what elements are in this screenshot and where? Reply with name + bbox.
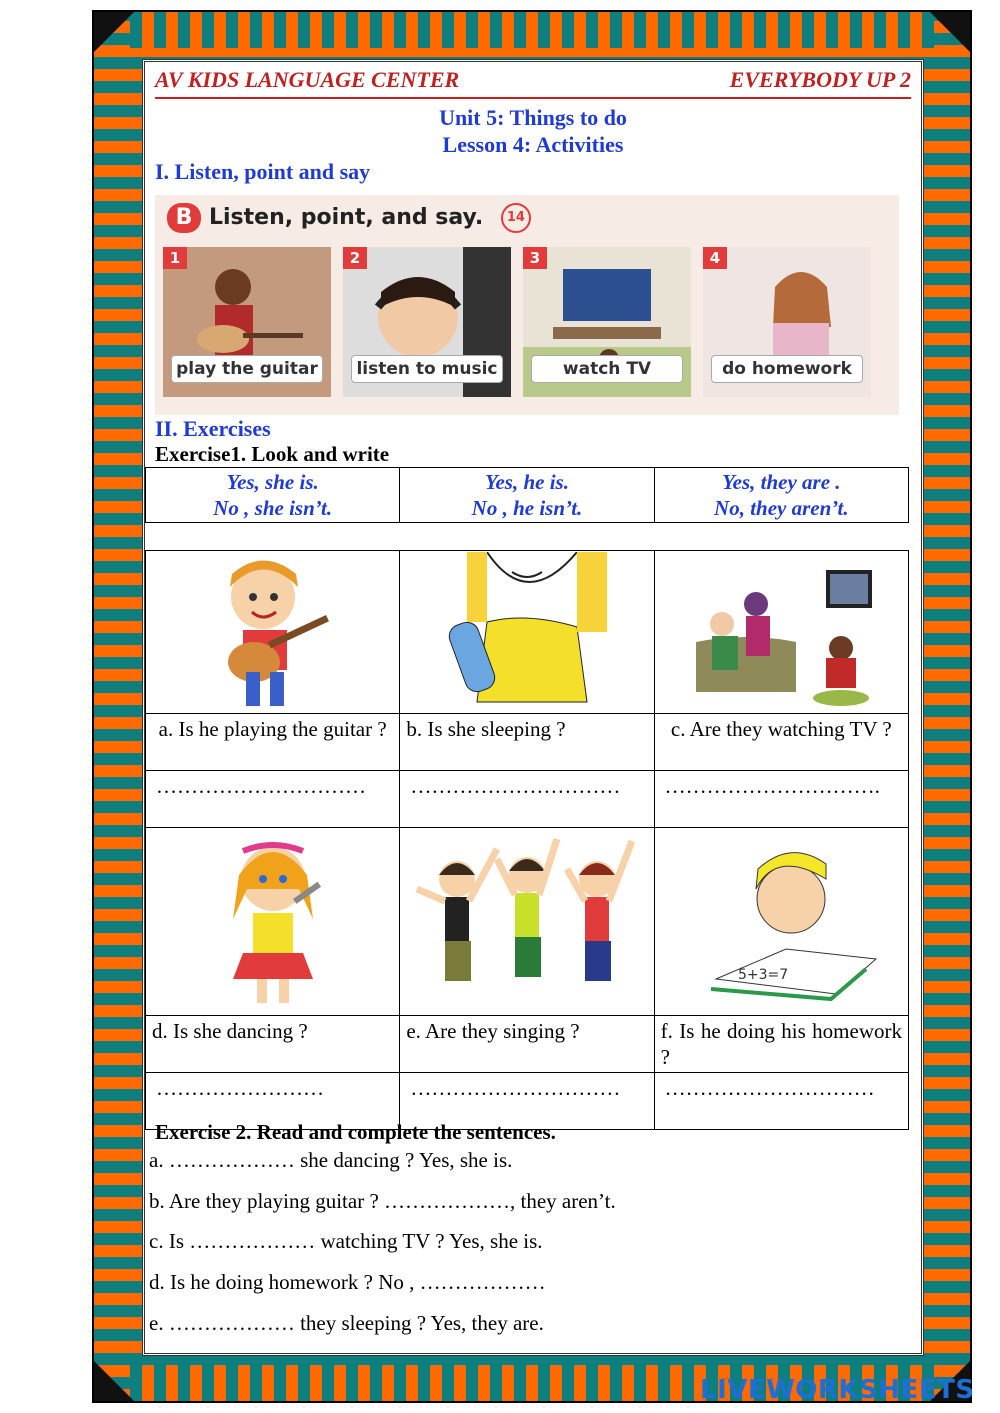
banner-heading [167,203,531,233]
exercise2-line-a[interactable]: a. ……………… she dancing ? Yes, she is. [149,1148,513,1172]
audio-icon[interactable] [501,203,531,233]
question-b: b. Is she sleeping ? [400,714,654,771]
picture-kids-dancing [400,828,654,1016]
panel-guitar [163,247,331,397]
panel-num: 1 [163,247,187,269]
answer-bank [145,467,909,523]
kids-dancing-illustration [407,829,647,1014]
listen-banner [155,195,899,415]
section2-heading: II. Exercises [155,416,271,441]
panel-homework [703,247,871,397]
answer-cell [654,468,908,523]
frame-top [94,12,970,48]
school-name: AV KIDS LANGUAGE CENTER [155,67,460,92]
panel-num: 3 [523,247,547,269]
answer-blank-f[interactable]: ………………………… [654,1073,908,1130]
question-a: a. Is he playing the guitar ? [146,714,400,771]
unit-title: Unit 5: Things to do [439,105,627,130]
panel-label: watch TV [531,355,683,383]
answer-blank-c[interactable]: …………………………. [654,771,908,828]
answer-yes: Yes, they are . [722,470,841,494]
banner-title: Listen, point, and say. [209,205,484,230]
section1-heading: I. Listen, point and say [155,159,371,184]
answer-cell [400,468,654,523]
family-tv-illustration [676,552,886,710]
audio-track: 14 [506,210,525,225]
answer-yes: Yes, she is. [226,470,319,494]
exercise2-line-c[interactable]: c. Is ……………… watching TV ? Yes, she is. [149,1229,543,1253]
question-e: e. Are they singing ? [400,1016,654,1073]
picture-girl-singing [146,828,400,1016]
exercise2-line-b[interactable]: b. Are they playing guitar ? ………………, they aren’t. [149,1189,616,1213]
lesson-title: Lesson 4: Activities [442,132,624,157]
frame-right [934,12,970,1401]
picture-boy-homework [654,828,908,1016]
panel-num: 4 [703,247,727,269]
answer-no: No, they aren’t. [714,496,849,520]
exercise2-line-d[interactable]: d. Is he doing homework ? No , ……………… [149,1270,546,1294]
girl-singing-illustration [203,829,343,1014]
answer-blank-d[interactable]: …………………… [146,1073,400,1130]
banner-letter: B [167,203,201,233]
exercise1-title: Exercise1. Look and write [155,442,390,466]
frame-left [94,12,130,1401]
header [155,67,911,99]
girl-headphones-illustration [427,552,627,710]
equation-text: 5+3=7 [738,967,789,983]
answer-no: No , he isn’t. [471,496,583,520]
answer-cell [146,468,400,523]
panel-label: play the guitar [171,355,323,383]
question-d: d. Is she dancing ? [146,1016,400,1073]
picture-girl-headphones [400,551,654,714]
boy-guitar-illustration [208,552,338,710]
page-frame [92,10,972,1403]
question-c: c. Are they watching TV ? [654,714,908,771]
panel-tv [523,247,691,397]
book-name: EVERYBODY UP 2 [729,67,911,92]
liveworksheets-watermark: LIVEWORKSHEETS [700,1375,975,1405]
exercise2-title: Exercise 2. Read and complete the sentences. [155,1120,556,1144]
answer-blank-a[interactable]: ………………………… [146,771,400,828]
answer-blank-e[interactable]: ………………………… [400,1073,654,1130]
picture-boy-guitar [146,551,400,714]
boy-homework-illustration [676,829,886,1014]
panel-num: 2 [343,247,367,269]
exercise2-line-e[interactable]: e. ……………… they sleeping ? Yes, they are. [149,1311,544,1335]
panel-label: do homework [711,355,863,383]
panel-label: listen to music [351,355,503,383]
question-f: f. Is he doing his homework ? [654,1016,908,1073]
answer-yes: Yes, he is. [484,470,569,494]
picture-family-tv [654,551,908,714]
worksheet [142,59,924,1356]
exercise1-grid [145,550,909,1130]
answer-no: No , she isn’t. [213,496,333,520]
answer-blank-b[interactable]: ………………………… [400,771,654,828]
panel-music [343,247,511,397]
